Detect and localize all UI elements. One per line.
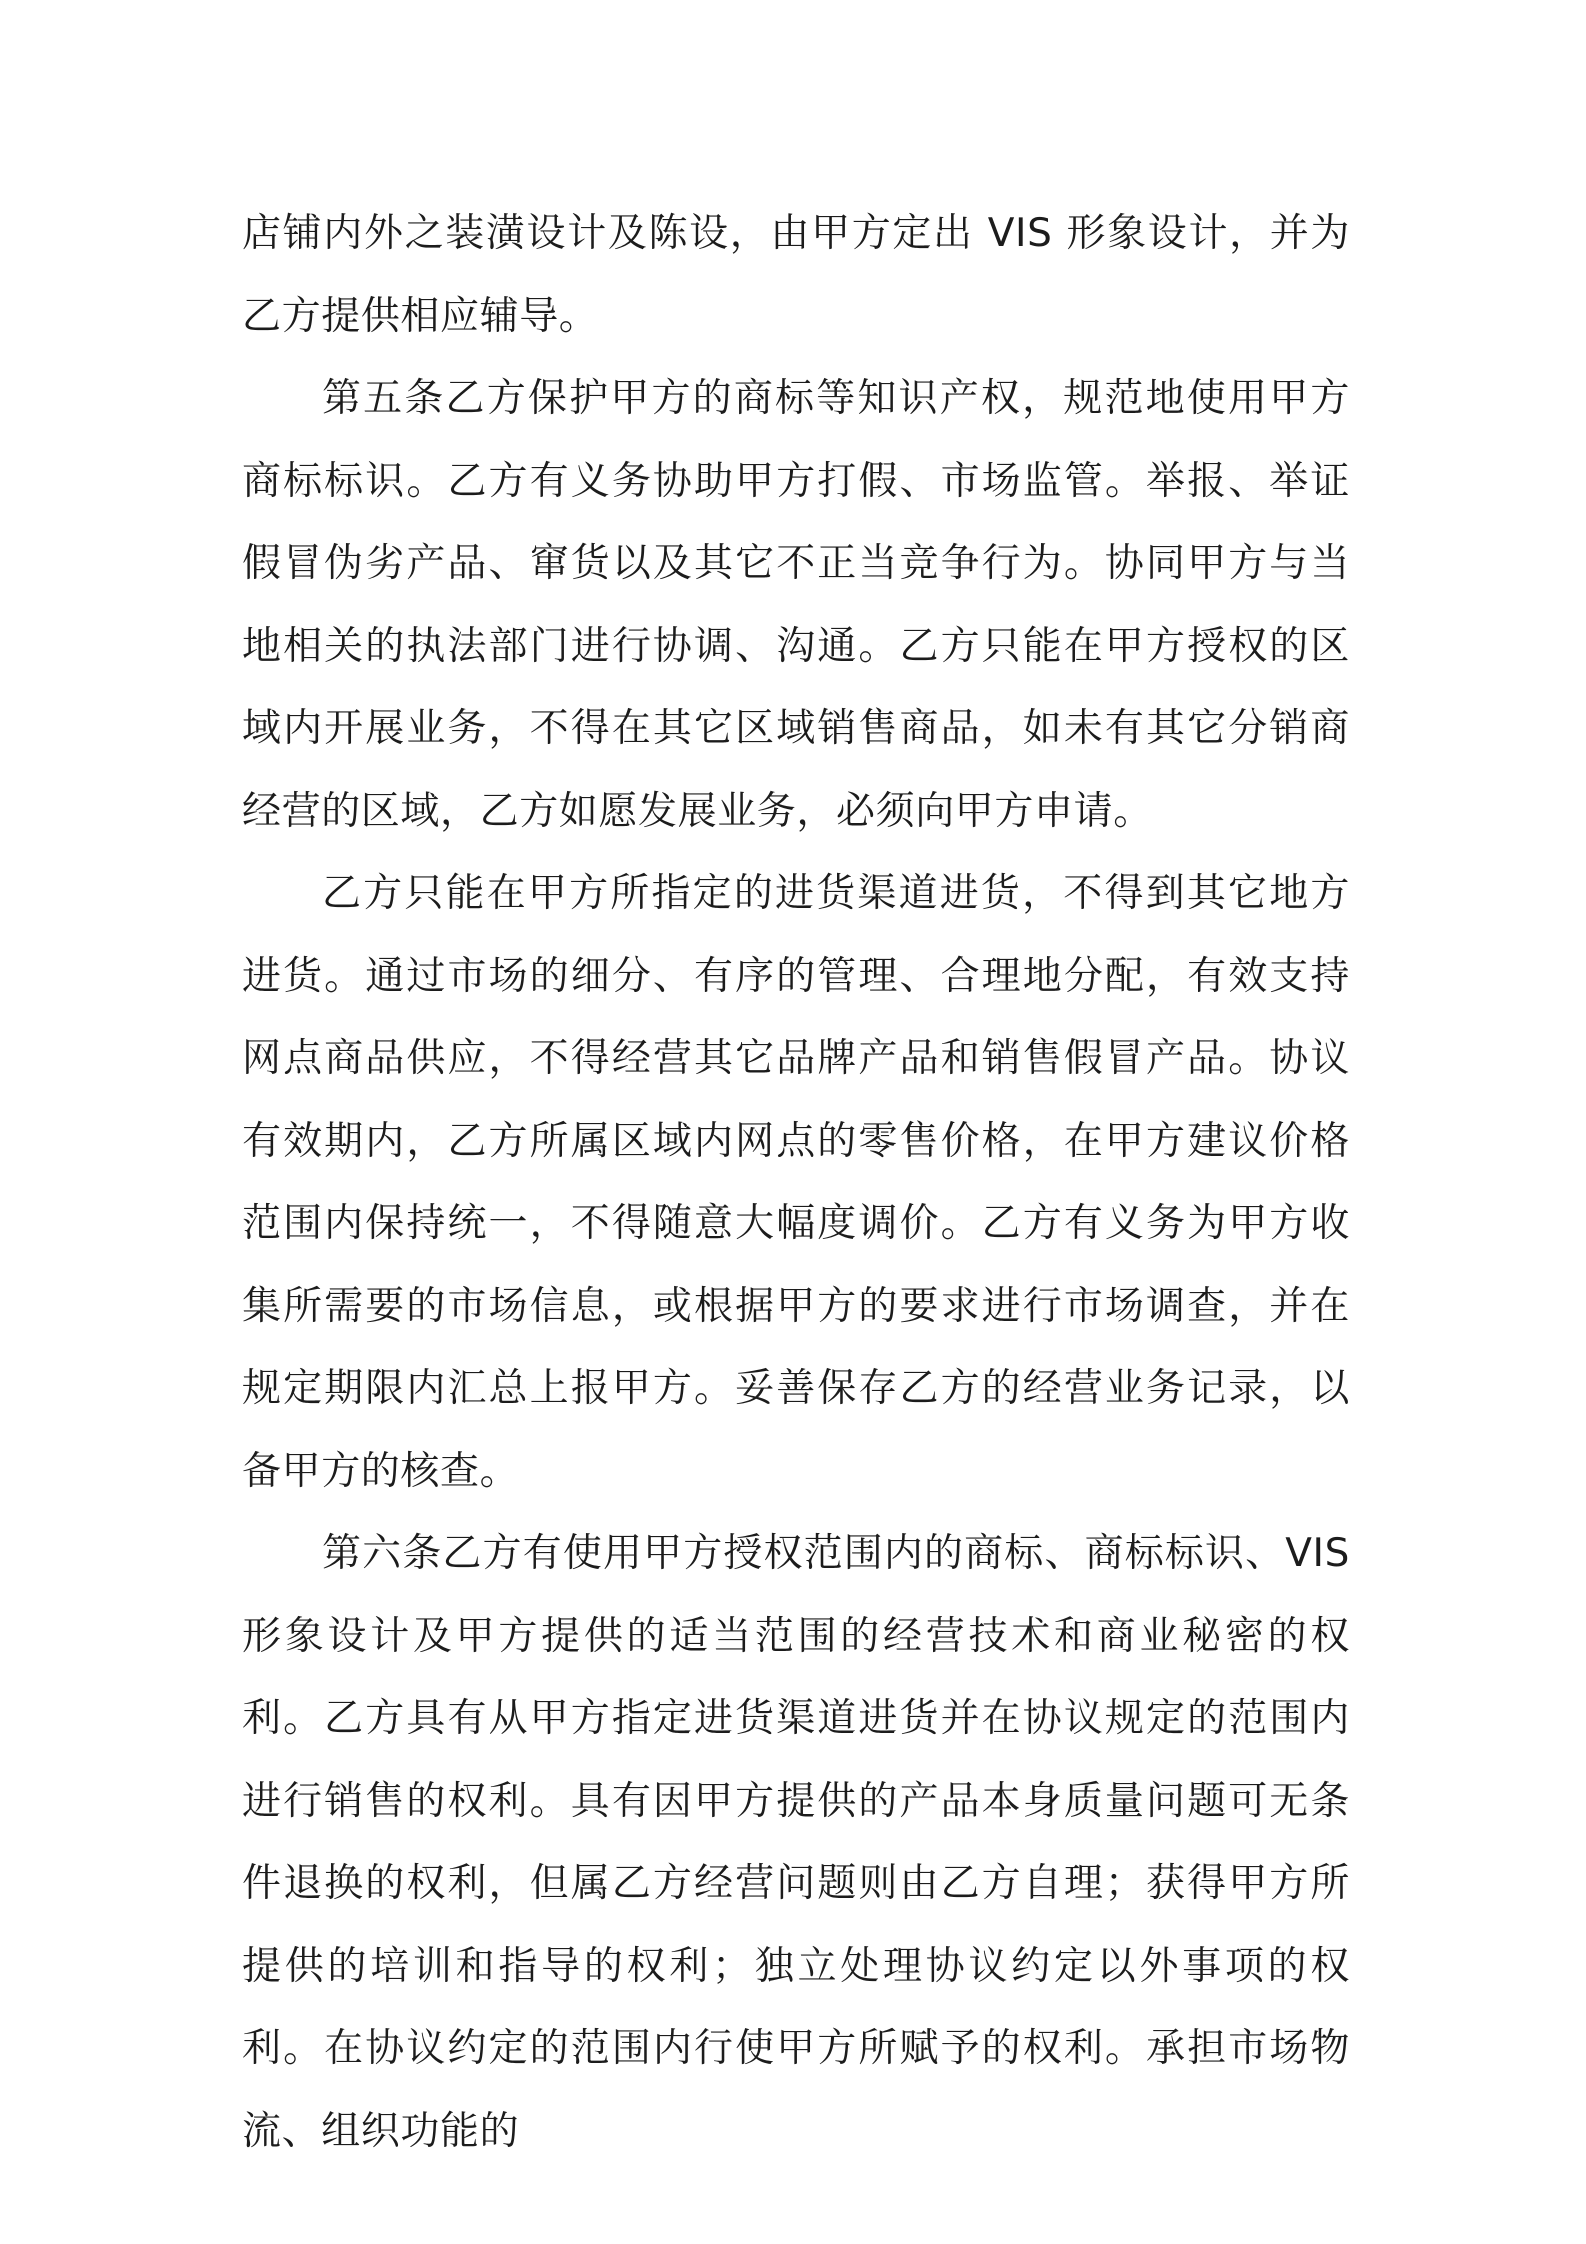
paragraph-continuation: 店铺内外之装潢设计及陈设，由甲方定出 VIS 形象设计，并为乙方提供相应辅导。 bbox=[242, 211, 1350, 339]
paragraph-article-5: 第五条乙方保护甲方的商标等知识产权，规范地使用甲方商标标识。乙方有义务协助甲方打假、市场监管。举报、举证假冒伪劣产品、窜货以及其它不正当竞争行为。协同甲方与当地相关的执法部门进行协调、沟通。乙方只能在甲方授权的区域内开展业务，不得在其它区域销售商品，如未有其它分销商经营的区域，乙方如愿发展业务，必须向甲方申请。 bbox=[242, 376, 1350, 834]
paragraph-article-6: 第六条乙方有使用甲方授权范围内的商标、商标标识、VIS 形象设计及甲方提供的适当范围的经营技术和商业秘密的权利。乙方具有从甲方指定进货渠道进货并在协议规定的范围内进行销售的权利。具有因甲方提供的产品本身质量问题可无条件退换的权利，但属乙方经营问题则由乙方自理；获得甲方所提供的培训和指导的权利；独立处理协议约定以外事项的权利。在协议约定的范围内行使甲方所赋予的权利。承担市场物流、组织功能的 bbox=[242, 1531, 1350, 2154]
paragraph-purchasing-rules: 乙方只能在甲方所指定的进货渠道进货，不得到其它地方进货。通过市场的细分、有序的管理、合理地分配，有效支持网点商品供应，不得经营其它品牌产品和销售假冒产品。协议有效期内，乙方所属区域内网点的零售价格，在甲方建议价格范围内保持统一，不得随意大幅度调价。乙方有义务为甲方收集所需要的市场信息，或根据甲方的要求进行市场调查，并在规定期限内汇总上报甲方。妥善保存乙方的经营业务记录，以备甲方的核查。 bbox=[242, 871, 1350, 1494]
document-body bbox=[242, 193, 1350, 2173]
